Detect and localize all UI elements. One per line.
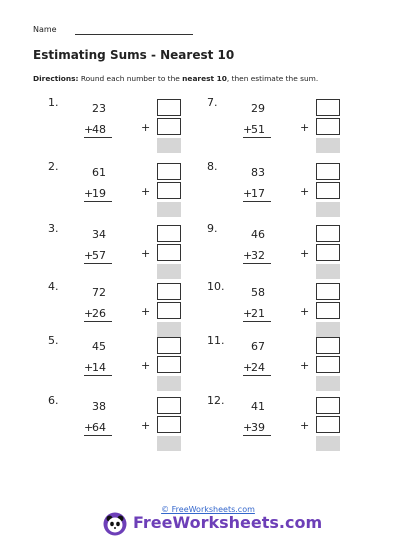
rounded-addend-2-box[interactable]	[316, 416, 340, 433]
problem-number: 1.	[48, 96, 59, 109]
rounded-addend-1-box[interactable]	[157, 283, 181, 300]
rounded-addend-1-box[interactable]	[316, 397, 340, 414]
plus-sign: +	[84, 187, 94, 200]
rounded-addend-1-box[interactable]	[157, 225, 181, 242]
addend-1: 41	[251, 400, 265, 413]
addend-1: 46	[251, 228, 265, 241]
addend-2: 19	[92, 187, 106, 200]
sum-line	[84, 201, 112, 202]
sum-line	[243, 435, 271, 436]
problem-8	[207, 160, 357, 220]
sum-line	[243, 321, 271, 322]
sum-line	[243, 201, 271, 202]
addend-1: 34	[92, 228, 106, 241]
sum-line	[243, 375, 271, 376]
estimate-answer-box[interactable]	[157, 138, 181, 153]
problem-number: 5.	[48, 334, 59, 347]
addend-2: 32	[251, 249, 265, 262]
addend-2: 21	[251, 307, 265, 320]
estimate-answer-box[interactable]	[157, 264, 181, 279]
rounded-addend-1-box[interactable]	[316, 283, 340, 300]
plus-sign: +	[243, 421, 253, 434]
sum-line	[84, 137, 112, 138]
rounded-addend-2-box[interactable]	[316, 356, 340, 373]
addend-1: 72	[92, 286, 106, 299]
rounded-addend-1-box[interactable]	[157, 337, 181, 354]
addend-2: 48	[92, 123, 106, 136]
problem-4	[48, 280, 198, 340]
estimate-plus-sign: +	[300, 121, 310, 134]
estimate-answer-box[interactable]	[157, 436, 181, 451]
plus-sign: +	[84, 123, 94, 136]
plus-sign: +	[84, 361, 94, 374]
rounded-addend-2-box[interactable]	[157, 302, 181, 319]
directions-text-1: Round each number to the	[78, 74, 183, 83]
rounded-addend-1-box[interactable]	[316, 225, 340, 242]
estimate-plus-sign: +	[141, 247, 151, 260]
addend-2: 17	[251, 187, 265, 200]
sum-line	[243, 263, 271, 264]
rounded-addend-2-box[interactable]	[316, 182, 340, 199]
rounded-addend-1-box[interactable]	[316, 99, 340, 116]
estimate-answer-box[interactable]	[316, 138, 340, 153]
problem-3	[48, 222, 198, 282]
problem-12	[207, 394, 357, 454]
estimate-plus-sign: +	[141, 419, 151, 432]
plus-sign: +	[243, 187, 253, 200]
directions-text-2: , then estimate the sum.	[226, 74, 319, 83]
problem-11	[207, 334, 357, 394]
plus-sign: +	[243, 361, 253, 374]
estimate-plus-sign: +	[141, 359, 151, 372]
rounded-addend-1-box[interactable]	[316, 163, 340, 180]
logo-text: FreeWorksheets.com	[133, 513, 323, 532]
problem-10	[207, 280, 357, 340]
directions-bold: nearest 10	[182, 74, 227, 83]
problem-2	[48, 160, 198, 220]
name-label: Name	[33, 25, 57, 34]
addend-1: 58	[251, 286, 265, 299]
estimate-answer-box[interactable]	[316, 264, 340, 279]
addend-1: 61	[92, 166, 106, 179]
estimate-plus-sign: +	[300, 419, 310, 432]
rounded-addend-1-box[interactable]	[157, 99, 181, 116]
addend-1: 67	[251, 340, 265, 353]
plus-sign: +	[84, 249, 94, 262]
addend-2: 14	[92, 361, 106, 374]
sum-line	[84, 321, 112, 322]
rounded-addend-2-box[interactable]	[316, 118, 340, 135]
sum-line	[84, 375, 112, 376]
sum-line	[243, 137, 271, 138]
rounded-addend-1-box[interactable]	[316, 337, 340, 354]
panda-icon	[103, 512, 127, 536]
estimate-plus-sign: +	[300, 247, 310, 260]
sum-line	[84, 263, 112, 264]
rounded-addend-2-box[interactable]	[157, 118, 181, 135]
rounded-addend-2-box[interactable]	[157, 244, 181, 261]
problem-number: 12.	[207, 394, 225, 407]
rounded-addend-2-box[interactable]	[316, 302, 340, 319]
addend-1: 83	[251, 166, 265, 179]
problem-9	[207, 222, 357, 282]
estimate-answer-box[interactable]	[316, 436, 340, 451]
footer-link[interactable]: © FreeWorksheets.com	[161, 505, 255, 514]
addend-2: 26	[92, 307, 106, 320]
estimate-answer-box[interactable]	[157, 376, 181, 391]
estimate-answer-box[interactable]	[316, 202, 340, 217]
estimate-answer-box[interactable]	[316, 376, 340, 391]
sum-line	[84, 435, 112, 436]
rounded-addend-1-box[interactable]	[157, 397, 181, 414]
plus-sign: +	[84, 307, 94, 320]
addend-1: 29	[251, 102, 265, 115]
estimate-plus-sign: +	[141, 185, 151, 198]
rounded-addend-2-box[interactable]	[316, 244, 340, 261]
page-title: Estimating Sums - Nearest 10	[33, 48, 235, 62]
problem-number: 8.	[207, 160, 218, 173]
addend-1: 23	[92, 102, 106, 115]
addend-2: 64	[92, 421, 106, 434]
problem-6	[48, 394, 198, 454]
estimate-plus-sign: +	[141, 121, 151, 134]
problem-number: 9.	[207, 222, 218, 235]
footer-logo[interactable]	[103, 512, 323, 536]
rounded-addend-2-box[interactable]	[157, 356, 181, 373]
plus-sign: +	[243, 249, 253, 262]
directions	[33, 74, 318, 83]
addend-1: 38	[92, 400, 106, 413]
estimate-plus-sign: +	[300, 185, 310, 198]
problem-5	[48, 334, 198, 394]
addend-2: 57	[92, 249, 106, 262]
rounded-addend-2-box[interactable]	[157, 182, 181, 199]
problem-number: 10.	[207, 280, 225, 293]
plus-sign: +	[243, 123, 253, 136]
problem-number: 2.	[48, 160, 59, 173]
plus-sign: +	[243, 307, 253, 320]
problem-number: 6.	[48, 394, 59, 407]
problem-1	[48, 96, 198, 156]
rounded-addend-1-box[interactable]	[157, 163, 181, 180]
problem-number: 7.	[207, 96, 218, 109]
addend-2: 51	[251, 123, 265, 136]
estimate-answer-box[interactable]	[157, 202, 181, 217]
problem-number: 11.	[207, 334, 225, 347]
plus-sign: +	[84, 421, 94, 434]
problem-number: 4.	[48, 280, 59, 293]
estimate-plus-sign: +	[300, 305, 310, 318]
name-field-line[interactable]	[75, 34, 193, 35]
problem-number: 3.	[48, 222, 59, 235]
addend-2: 24	[251, 361, 265, 374]
directions-label: Directions:	[33, 74, 79, 83]
estimate-plus-sign: +	[300, 359, 310, 372]
addend-1: 45	[92, 340, 106, 353]
estimate-plus-sign: +	[141, 305, 151, 318]
problem-7	[207, 96, 357, 156]
addend-2: 39	[251, 421, 265, 434]
rounded-addend-2-box[interactable]	[157, 416, 181, 433]
